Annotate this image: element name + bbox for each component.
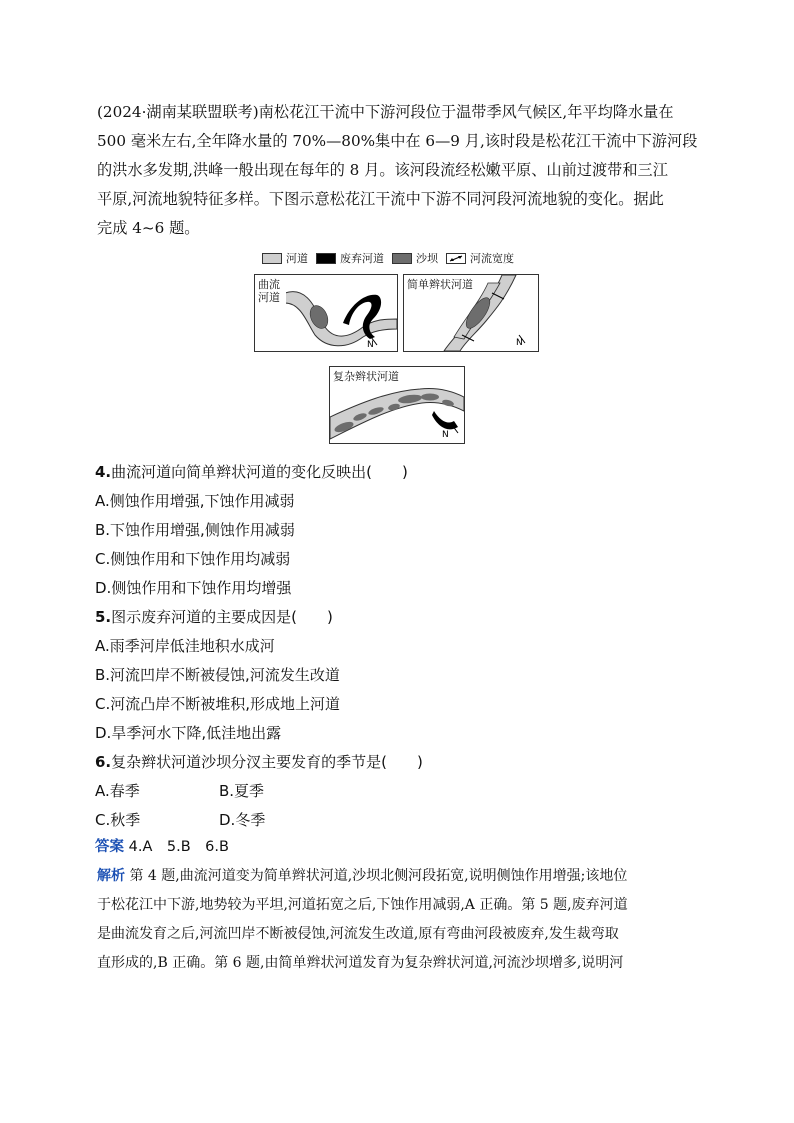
question-5: 5.图示废弃河道的主要成因是( ) bbox=[95, 608, 333, 626]
explanation bbox=[97, 862, 697, 978]
figure-meander-label: 曲流河道 bbox=[258, 278, 286, 304]
legend-sandbar: 沙坝 bbox=[392, 250, 438, 266]
explanation-line: 是曲流发育之后,河流凹岸不断被侵蚀,河流发生改道,原有弯曲河段被废弃,发生裁弯取 bbox=[97, 926, 619, 942]
answer-line bbox=[95, 835, 229, 856]
question-4-option-d: D.侧蚀作用和下蚀作用均增强 bbox=[95, 579, 292, 597]
question-5-option-a: A.雨季河岸低洼地积水成河 bbox=[95, 637, 275, 655]
abandoned-swatch-icon bbox=[316, 253, 336, 264]
answer-text: 4.A 5.B 6.B bbox=[128, 839, 229, 855]
question-6: 6.复杂辫状河道沙坝分汊主要发育的季节是( ) bbox=[95, 753, 423, 771]
question-4: 4.曲流河道向简单辫状河道的变化反映出( ) bbox=[95, 463, 408, 481]
complex-abandoned-channel bbox=[432, 411, 458, 429]
question-5-option-c: C.河流凸岸不断被堆积,形成地上河道 bbox=[95, 695, 341, 713]
figure-legend bbox=[262, 250, 522, 266]
question-5-option-d: D.旱季河水下降,低洼地出露 bbox=[95, 724, 282, 742]
figure-complex-braided bbox=[329, 366, 465, 444]
north-arrow-icon: N bbox=[367, 340, 374, 350]
figure-complex-braided-label: 复杂辫状河道 bbox=[333, 370, 399, 383]
explanation-line: 直形成的,B 正确。第 6 题,由简单辫状河道发育为复杂辫状河道,河流沙坝增多,说明河 bbox=[97, 955, 624, 971]
passage-line: 完成 4~6 题。 bbox=[97, 219, 200, 237]
river-swatch-icon bbox=[262, 253, 282, 264]
explanation-line: 于松花江中下游,地势较为平坦,河道拓宽之后,下蚀作用减弱,A 正确。第 5 题,废弃河道 bbox=[97, 897, 628, 913]
legend-river: 河道 bbox=[262, 250, 308, 266]
passage bbox=[97, 98, 697, 243]
question-4-option-b: B.下蚀作用增强,侧蚀作用减弱 bbox=[95, 521, 295, 539]
question-6-option-b: B.夏季 bbox=[219, 782, 265, 800]
question-4-option-a: A.侧蚀作用增强,下蚀作用减弱 bbox=[95, 492, 295, 510]
figure-meander bbox=[254, 274, 398, 352]
question-5-option-b: B.河流凹岸不断被侵蚀,河流发生改道 bbox=[95, 666, 340, 684]
figure-simple-braided-label: 简单辫状河道 bbox=[407, 278, 473, 291]
passage-line: 500 毫米左右,全年降水量的 70%—80%集中在 6—9 月,该时段是松花江干流中下游河段 bbox=[97, 132, 698, 150]
legend-width: 河流宽度 bbox=[446, 250, 514, 266]
legend-abandoned: 废弃河道 bbox=[316, 250, 384, 266]
answer-label: 答案 bbox=[95, 839, 124, 855]
passage-line: (2024·湖南某联盟联考)南松花江干流中下游河段位于温带季风气候区,年平均降水量在 bbox=[97, 103, 674, 121]
question-6-option-a: A.春季 bbox=[95, 782, 140, 800]
north-arrow-icon: N bbox=[442, 430, 449, 440]
explanation-line: 解析 第 4 题,曲流河道变为简单辫状河道,沙坝北侧河段拓宽,说明侧蚀作用增强;该地位 bbox=[97, 868, 628, 884]
passage-line: 平原,河流地貌特征多样。下图示意松花江干流中下游不同河段河流地貌的变化。据此 bbox=[97, 190, 664, 208]
figure-simple-braided bbox=[403, 274, 539, 352]
question-6-option-c: C.秋季 bbox=[95, 811, 141, 829]
question-4-option-c: C.侧蚀作用和下蚀作用均减弱 bbox=[95, 550, 291, 568]
passage-line: 的洪水多发期,洪峰一般出现在每年的 8 月。该河段流经松嫩平原、山前过渡带和三江 bbox=[97, 161, 668, 179]
width-arrow-icon bbox=[446, 253, 466, 264]
sandbar-swatch-icon bbox=[392, 253, 412, 264]
explanation-label: 解析 bbox=[97, 868, 125, 884]
north-arrow-icon: N bbox=[516, 338, 523, 348]
question-6-option-d: D.冬季 bbox=[219, 811, 266, 829]
complex-sandbar bbox=[421, 394, 439, 401]
